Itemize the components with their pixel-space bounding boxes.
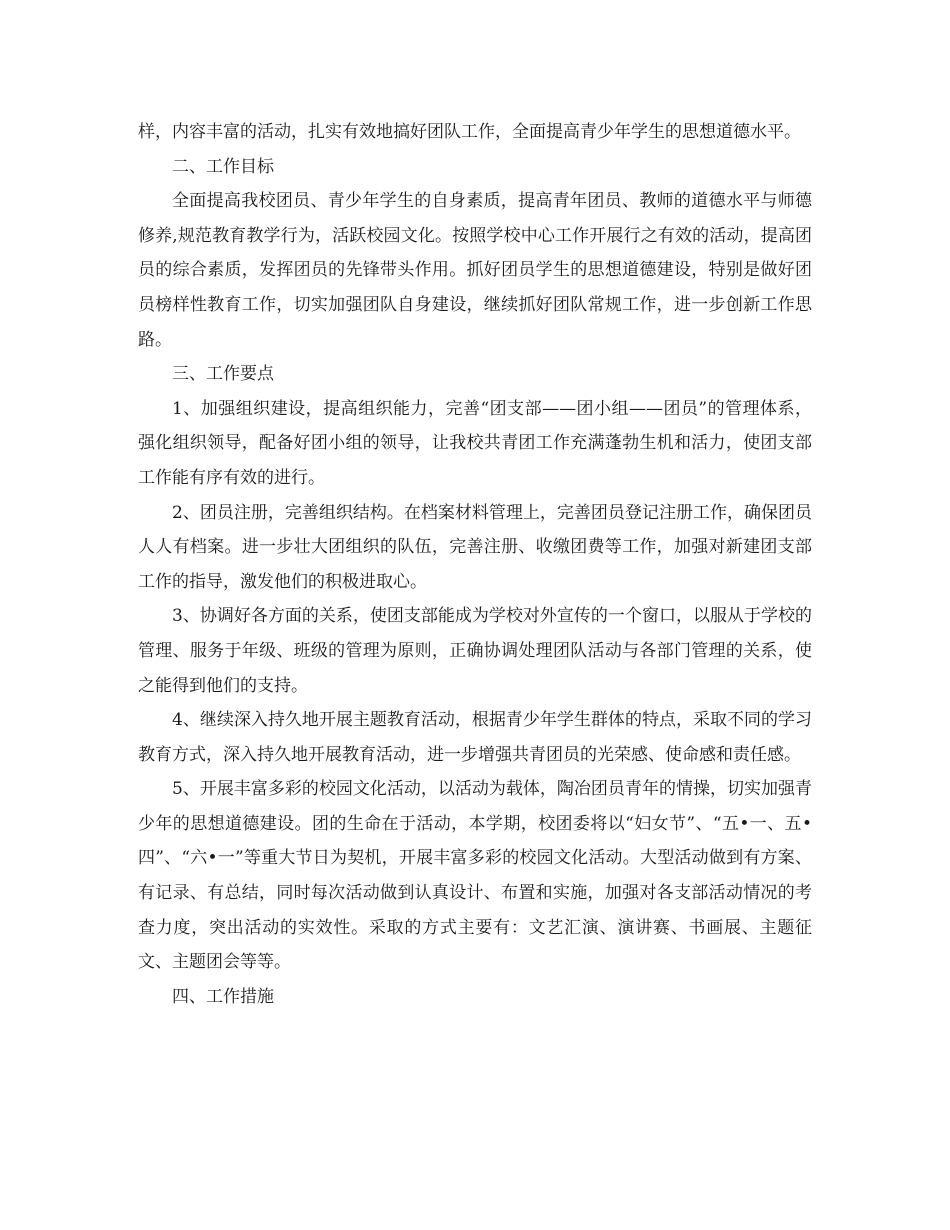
paragraph-point-5: 5、开展丰富多彩的校园文化活动，以活动为载体，陶冶团员青年的情操，切实加强青少年的思想道德建设。团的生命在于活动，本学期，校团委将以“妇女节”、“五•一、五•四”、“六•一”等重大节日为契机，开展丰富多彩的校园文化活动。大型活动做到有方案、有记录、有总结，同时每次活动做到认真设计、布置和实施，加强对各支部活动情况的考查力度，突出活动的实效性。采取的方式主要有：文艺汇演、演讲赛、书画展、主题征文、主题团会等等。: [138, 779, 812, 973]
paragraph-goals: 全面提高我校团员、青少年学生的自身素质，提高青年团员、教师的道德水平与师德修养,规范教育教学行为，活跃校园文化。按照学校中心工作开展行之有效的活动，提高团员的综合素质，发挥团员的先锋带头作用。抓好团员学生的思想道德建设，特别是做好团员榜样性教育工作，切实加强团队自身建设，继续抓好团队常规工作，进一步创新工作思路。: [138, 191, 812, 350]
document-page: [138, 115, 812, 1014]
paragraph-point-3: 3、协调好各方面的关系，使团支部能成为学校对外宣传的一个窗口，以服从于学校的管理、服务于年级、班级的管理为原则，正确协调处理团队活动与各部门管理的关系，使之能得到他们的支持。: [138, 606, 812, 696]
section-heading-goals: 二、工作目标: [172, 156, 274, 177]
section-heading-measures: 四、工作措施: [172, 986, 274, 1007]
paragraph-point-4: 4、继续深入持久地开展主题教育活动，根据青少年学生群体的特点，采取不同的学习教育方式，深入持久地开展教育活动，进一步增强共青团员的光荣感、使命感和责任感。: [138, 710, 812, 765]
paragraph-point-2: 2、团员注册，完善组织结构。在档案材料管理上，完善团员登记注册工作，确保团员人人有档案。进一步壮大团组织的队伍，完善注册、收缴团费等工作，加强对新建团支部工作的指导，激发他们的积极进取心。: [138, 502, 812, 592]
paragraph-continuation: 样，内容丰富的活动，扎实有效地搞好团队工作，全面提高青少年学生的思想道德水平。: [138, 122, 801, 142]
paragraph-point-1: 1、加强组织建设，提高组织能力，完善“团支部——团小组——团员”的管理体系，强化组织领导，配备好团小组的领导，让我校共青团工作充满蓬勃生机和活力，使团支部工作能有序有效的进行。: [138, 398, 812, 488]
section-heading-key-points: 三、工作要点: [172, 364, 274, 385]
